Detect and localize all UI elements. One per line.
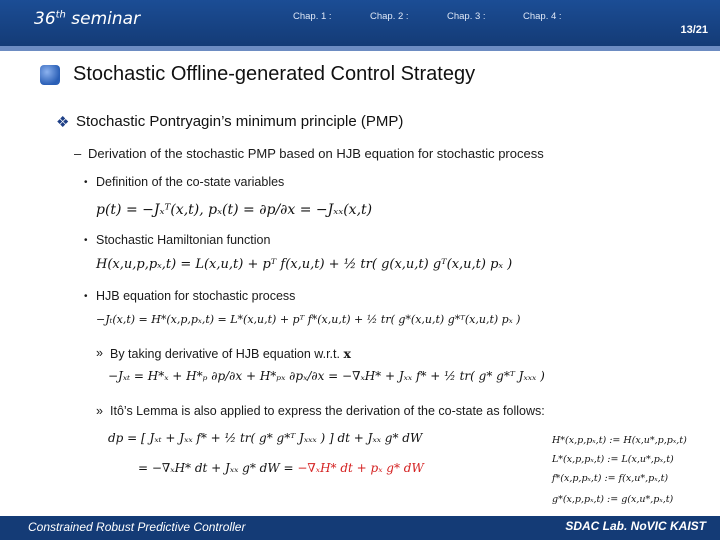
definition-hamiltonian: H*(x,p,pₓ,t) := H(x,u*,p,pₓ,t): [552, 435, 687, 446]
definition-drift: f*(x,p,pₓ,t) := f(x,u*,pₓ,t): [552, 473, 669, 484]
definition-diffusion: g*(x,p,pₓ,t) := g(x,u*,pₓ,t): [552, 494, 674, 505]
equation-ito-line2: [138, 461, 424, 475]
bullet-dot-icon: •: [84, 291, 88, 302]
chapter-tab-2[interactable]: Chap. 2 :: [370, 11, 409, 22]
bullet-hamiltonian: Stochastic Hamiltonian function: [96, 233, 271, 247]
sub-item-derivative-var: x: [343, 346, 351, 361]
equation-hjb: −Jₜ(x,t) = H*(x,p,pₓ,t) = L*(x,u,t) + pᵀ f*(x,u,t) + ½ tr( g*(x,u,t) g*ᵀ(x,u,t) pₓ ): [96, 313, 521, 326]
level1-heading: Stochastic Pontryagin’s minimum principle (PMP): [76, 113, 404, 130]
equation-ito-line2-text: = −∇ₓH* dt + Jₓₓ g* dW =: [138, 461, 298, 475]
equation-hamiltonian: H(x,u,p,pₓ,t) = L(x,u,t) + pᵀ f(x,u,t) + ½ tr( g(x,u,t) gᵀ(x,u,t) pₓ ): [96, 257, 513, 272]
chapter-tab-3[interactable]: Chap. 3 :: [447, 11, 486, 22]
header-divider: [0, 46, 720, 51]
seminar-ordinal: th: [55, 9, 66, 21]
equation-costate: p(t) = −Jₓᵀ(x,t), pₓ(t) = ∂p/∂x = −Jₓₓ(x,t): [96, 202, 373, 218]
seminar-label: [34, 9, 140, 29]
equation-derivative: −Jₓₜ = H*ₓ + H*ₚ ∂p/∂x + H*ₚₓ ∂pₓ/∂x = −∇ₓH* + Jₓₓ f* + ½ tr( g* g*ᵀ Jₓₓₓ ): [108, 369, 545, 383]
bullet-dot-icon: •: [84, 235, 88, 246]
page-number: 13/21: [680, 24, 708, 36]
equation-ito-highlight: −∇ₓH* dt + pₓ g* dW: [297, 461, 424, 475]
sub-marker: »: [96, 346, 103, 360]
footer-title: Constrained Robust Predictive Controller: [28, 520, 246, 534]
seminar-text: seminar: [65, 9, 141, 29]
seminar-number: 36: [34, 9, 56, 29]
diamond-bullet-icon: ❖: [56, 114, 70, 131]
chapter-tab-4[interactable]: Chap. 4 :: [523, 11, 562, 22]
chapter-tab-1[interactable]: Chap. 1 :: [293, 11, 332, 22]
sub-item-derivative: [110, 346, 351, 361]
footer-lab: SDAC Lab. NoVIC KAIST: [565, 519, 706, 533]
bullet-dot-icon: •: [84, 177, 88, 188]
title-bullet-icon: [40, 65, 60, 85]
sub-item-derivative-text: By taking derivative of HJB equation w.r.t.: [110, 347, 344, 361]
sub-marker: »: [96, 404, 103, 418]
level2-text: Derivation of the stochastic PMP based on HJB equation for stochastic process: [88, 146, 544, 161]
bullet-costate: Definition of the co-state variables: [96, 175, 285, 189]
bullet-hjb: HJB equation for stochastic process: [96, 289, 296, 303]
equation-ito-line1: dp = [ Jₓₜ + Jₓₓ f* + ½ tr( g* g*ᵀ Jₓₓₓ ) ] dt + Jₓₓ g* dW: [108, 431, 423, 445]
definition-cost: L*(x,p,pₓ,t) := L(x,u*,pₓ,t): [552, 454, 674, 465]
dash-marker: –: [74, 146, 82, 161]
slide-title: Stochastic Offline-generated Control Strategy: [73, 63, 476, 85]
sub-item-ito: Itô’s Lemma is also applied to express the derivation of the co-state as follows:: [110, 404, 545, 418]
